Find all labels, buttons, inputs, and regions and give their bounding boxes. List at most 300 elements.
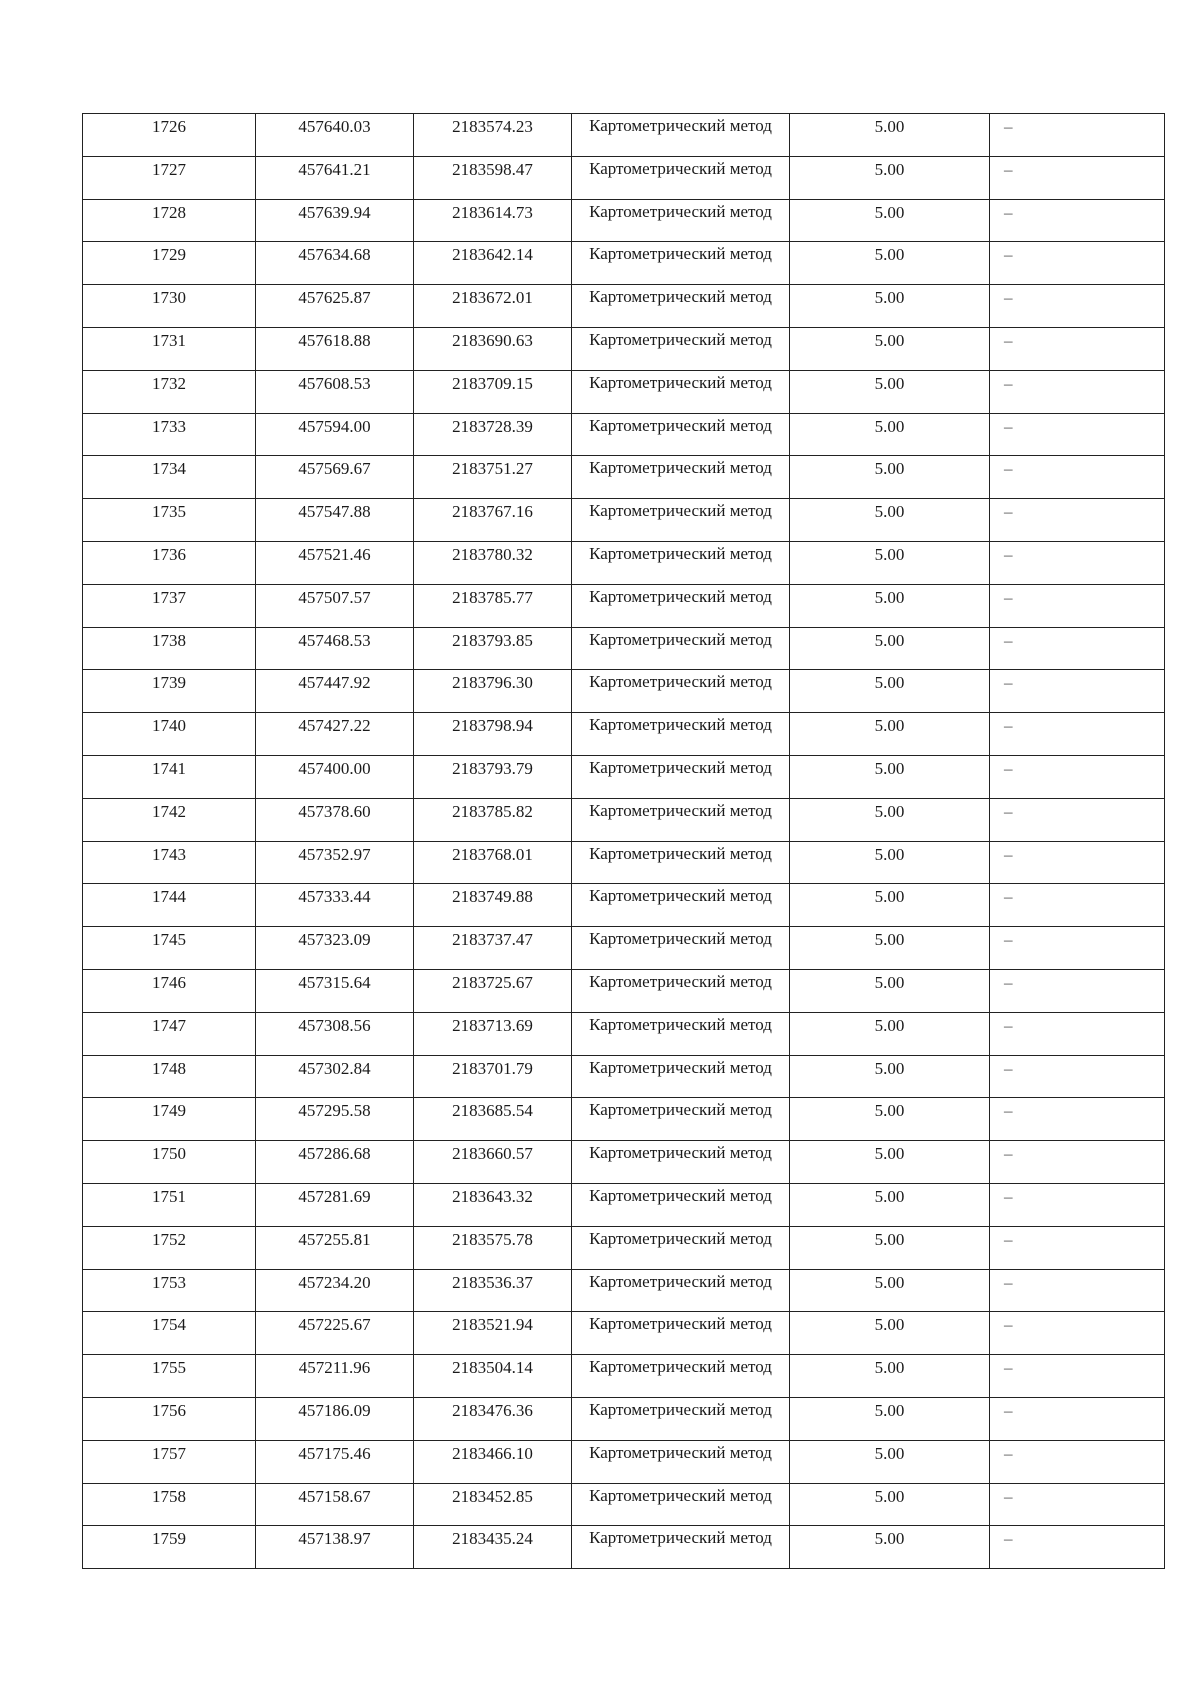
x-coordinate-cell xyxy=(256,541,414,584)
method-cell xyxy=(572,199,790,242)
y-coordinate-cell xyxy=(414,1141,572,1184)
note-cell xyxy=(990,841,1165,884)
x-coordinate-cell-text: 457427.22 xyxy=(298,716,371,736)
point-number-cell-text: 1738 xyxy=(152,630,186,650)
y-coordinate-cell-text: 2183793.79 xyxy=(452,758,533,778)
method-cell-text: Картометрический метод xyxy=(589,415,772,435)
accuracy-cell-text: 5.00 xyxy=(874,1529,905,1549)
point-number-cell xyxy=(83,1012,256,1055)
y-coordinate-cell-text: 2183796.30 xyxy=(452,673,533,693)
method-cell xyxy=(572,370,790,413)
x-coordinate-cell xyxy=(256,1226,414,1269)
point-number-cell xyxy=(83,969,256,1012)
accuracy-cell-text: 5.00 xyxy=(874,1315,905,1335)
accuracy-cell-text: 5.00 xyxy=(874,1229,905,1249)
accuracy-cell xyxy=(790,755,990,798)
y-coordinate-cell-text: 2183785.77 xyxy=(452,587,533,607)
point-number-cell-text: 1753 xyxy=(152,1272,186,1292)
y-coordinate-cell xyxy=(414,1312,572,1355)
accuracy-cell xyxy=(790,370,990,413)
y-coordinate-cell-text: 2183728.39 xyxy=(452,416,533,436)
y-coordinate-cell-text: 2183466.10 xyxy=(452,1443,533,1463)
accuracy-cell-text: 5.00 xyxy=(874,502,905,522)
x-coordinate-cell-text: 457594.00 xyxy=(298,416,371,436)
x-coordinate-cell xyxy=(256,370,414,413)
x-coordinate-cell-text: 457308.56 xyxy=(298,1015,371,1035)
note-cell xyxy=(990,114,1165,157)
accuracy-cell-text: 5.00 xyxy=(874,801,905,821)
note-cell-text: – xyxy=(1004,673,1013,693)
method-cell-text: Картометрический метод xyxy=(589,1228,772,1248)
x-coordinate-cell-text: 457507.57 xyxy=(298,587,371,607)
table-row xyxy=(83,327,1165,370)
method-cell xyxy=(572,755,790,798)
y-coordinate-cell xyxy=(414,1526,572,1569)
point-number-cell xyxy=(83,1226,256,1269)
note-cell-text: – xyxy=(1004,758,1013,778)
accuracy-cell xyxy=(790,1312,990,1355)
x-coordinate-cell-text: 457447.92 xyxy=(298,673,371,693)
x-coordinate-cell xyxy=(256,499,414,542)
y-coordinate-cell xyxy=(414,1440,572,1483)
x-coordinate-cell xyxy=(256,1055,414,1098)
note-cell-text: – xyxy=(1004,630,1013,650)
method-cell xyxy=(572,1355,790,1398)
x-coordinate-cell xyxy=(256,670,414,713)
y-coordinate-cell xyxy=(414,884,572,927)
table-row xyxy=(83,1526,1165,1569)
note-cell xyxy=(990,1526,1165,1569)
y-coordinate-cell-text: 2183614.73 xyxy=(452,202,533,222)
table-row xyxy=(83,456,1165,499)
method-cell xyxy=(572,927,790,970)
note-cell-text: – xyxy=(1004,459,1013,479)
point-number-cell-text: 1734 xyxy=(152,459,186,479)
note-cell xyxy=(990,1141,1165,1184)
y-coordinate-cell xyxy=(414,755,572,798)
point-number-cell xyxy=(83,1098,256,1141)
accuracy-cell-text: 5.00 xyxy=(874,1015,905,1035)
point-number-cell xyxy=(83,1440,256,1483)
method-cell xyxy=(572,713,790,756)
method-cell xyxy=(572,1312,790,1355)
y-coordinate-cell xyxy=(414,370,572,413)
method-cell-text: Картометрический метод xyxy=(589,201,772,221)
x-coordinate-cell-text: 457302.84 xyxy=(298,1058,371,1078)
accuracy-cell-text: 5.00 xyxy=(874,630,905,650)
coordinates-table-body xyxy=(83,114,1165,1569)
method-cell xyxy=(572,413,790,456)
method-cell xyxy=(572,114,790,157)
point-number-cell xyxy=(83,584,256,627)
y-coordinate-cell-text: 2183767.16 xyxy=(452,502,533,522)
note-cell xyxy=(990,1012,1165,1055)
method-cell-text: Картометрический метод xyxy=(589,1485,772,1505)
y-coordinate-cell xyxy=(414,713,572,756)
y-coordinate-cell-text: 2183751.27 xyxy=(452,459,533,479)
table-row xyxy=(83,584,1165,627)
y-coordinate-cell-text: 2183536.37 xyxy=(452,1272,533,1292)
method-cell-text: Картометрический метод xyxy=(589,715,772,735)
point-number-cell xyxy=(83,156,256,199)
point-number-cell xyxy=(83,1483,256,1526)
method-cell-text: Картометрический метод xyxy=(589,1357,772,1377)
method-cell xyxy=(572,285,790,328)
method-cell-text: Картометрический метод xyxy=(589,1057,772,1077)
method-cell xyxy=(572,627,790,670)
accuracy-cell-text: 5.00 xyxy=(874,373,905,393)
y-coordinate-cell-text: 2183713.69 xyxy=(452,1015,533,1035)
accuracy-cell xyxy=(790,327,990,370)
table-row xyxy=(83,1055,1165,1098)
point-number-cell-text: 1756 xyxy=(152,1400,186,1420)
table-row xyxy=(83,285,1165,328)
point-number-cell-text: 1739 xyxy=(152,673,186,693)
point-number-cell xyxy=(83,370,256,413)
accuracy-cell xyxy=(790,1055,990,1098)
point-number-cell xyxy=(83,627,256,670)
method-cell xyxy=(572,1055,790,1098)
point-number-cell xyxy=(83,1397,256,1440)
note-cell xyxy=(990,199,1165,242)
y-coordinate-cell-text: 2183575.78 xyxy=(452,1229,533,1249)
note-cell-text: – xyxy=(1004,1272,1013,1292)
note-cell xyxy=(990,755,1165,798)
point-number-cell xyxy=(83,798,256,841)
note-cell-text: – xyxy=(1004,1358,1013,1378)
accuracy-cell xyxy=(790,456,990,499)
accuracy-cell xyxy=(790,884,990,927)
method-cell xyxy=(572,1183,790,1226)
note-cell-text: – xyxy=(1004,801,1013,821)
note-cell xyxy=(990,285,1165,328)
method-cell-text: Картометрический метод xyxy=(589,929,772,949)
table-row xyxy=(83,1226,1165,1269)
method-cell xyxy=(572,1098,790,1141)
method-cell xyxy=(572,156,790,199)
x-coordinate-cell xyxy=(256,1440,414,1483)
method-cell xyxy=(572,1226,790,1269)
accuracy-cell xyxy=(790,1440,990,1483)
table-row xyxy=(83,1183,1165,1226)
accuracy-cell-text: 5.00 xyxy=(874,930,905,950)
accuracy-cell-text: 5.00 xyxy=(874,1058,905,1078)
note-cell-text: – xyxy=(1004,1486,1013,1506)
note-cell xyxy=(990,541,1165,584)
method-cell xyxy=(572,499,790,542)
table-row xyxy=(83,156,1165,199)
note-cell-text: – xyxy=(1004,1229,1013,1249)
x-coordinate-cell xyxy=(256,1269,414,1312)
x-coordinate-cell-text: 457186.09 xyxy=(298,1400,371,1420)
accuracy-cell xyxy=(790,285,990,328)
x-coordinate-cell-text: 457547.88 xyxy=(298,502,371,522)
x-coordinate-cell-text: 457225.67 xyxy=(298,1315,371,1335)
y-coordinate-cell xyxy=(414,285,572,328)
point-number-cell-text: 1746 xyxy=(152,972,186,992)
point-number-cell-text: 1751 xyxy=(152,1186,186,1206)
note-cell-text: – xyxy=(1004,1186,1013,1206)
method-cell-text: Картометрический метод xyxy=(589,886,772,906)
x-coordinate-cell xyxy=(256,456,414,499)
x-coordinate-cell xyxy=(256,1183,414,1226)
note-cell xyxy=(990,798,1165,841)
accuracy-cell xyxy=(790,242,990,285)
table-row xyxy=(83,1098,1165,1141)
y-coordinate-cell-text: 2183452.85 xyxy=(452,1486,533,1506)
x-coordinate-cell-text: 457378.60 xyxy=(298,801,371,821)
accuracy-cell xyxy=(790,114,990,157)
point-number-cell-text: 1729 xyxy=(152,245,186,265)
table-row xyxy=(83,670,1165,713)
note-cell xyxy=(990,1269,1165,1312)
y-coordinate-cell xyxy=(414,1098,572,1141)
note-cell xyxy=(990,969,1165,1012)
point-number-cell xyxy=(83,927,256,970)
method-cell xyxy=(572,670,790,713)
y-coordinate-cell xyxy=(414,541,572,584)
point-number-cell-text: 1736 xyxy=(152,544,186,564)
table-row xyxy=(83,541,1165,584)
accuracy-cell xyxy=(790,1098,990,1141)
method-cell xyxy=(572,1483,790,1526)
y-coordinate-cell-text: 2183709.15 xyxy=(452,373,533,393)
method-cell-text: Картометрический метод xyxy=(589,1185,772,1205)
x-coordinate-cell xyxy=(256,285,414,328)
y-coordinate-cell-text: 2183598.47 xyxy=(452,159,533,179)
y-coordinate-cell xyxy=(414,798,572,841)
accuracy-cell xyxy=(790,156,990,199)
y-coordinate-cell-text: 2183521.94 xyxy=(452,1315,533,1335)
method-cell-text: Картометрический метод xyxy=(589,244,772,264)
method-cell xyxy=(572,1269,790,1312)
method-cell-text: Картометрический метод xyxy=(589,1399,772,1419)
accuracy-cell-text: 5.00 xyxy=(874,330,905,350)
x-coordinate-cell xyxy=(256,884,414,927)
accuracy-cell xyxy=(790,841,990,884)
y-coordinate-cell-text: 2183642.14 xyxy=(452,245,533,265)
point-number-cell-text: 1737 xyxy=(152,587,186,607)
note-cell xyxy=(990,370,1165,413)
note-cell-text: – xyxy=(1004,117,1013,136)
accuracy-cell xyxy=(790,670,990,713)
x-coordinate-cell xyxy=(256,1098,414,1141)
accuracy-cell-text: 5.00 xyxy=(874,288,905,308)
method-cell-text: Картометрический метод xyxy=(589,287,772,307)
accuracy-cell-text: 5.00 xyxy=(874,1144,905,1164)
note-cell xyxy=(990,1055,1165,1098)
y-coordinate-cell-text: 2183685.54 xyxy=(452,1101,533,1121)
y-coordinate-cell xyxy=(414,199,572,242)
y-coordinate-cell xyxy=(414,242,572,285)
y-coordinate-cell xyxy=(414,841,572,884)
method-cell xyxy=(572,969,790,1012)
table-row xyxy=(83,798,1165,841)
accuracy-cell xyxy=(790,541,990,584)
note-cell xyxy=(990,927,1165,970)
accuracy-cell-text: 5.00 xyxy=(874,245,905,265)
accuracy-cell-text: 5.00 xyxy=(874,1400,905,1420)
note-cell-text: – xyxy=(1004,159,1013,179)
note-cell-text: – xyxy=(1004,544,1013,564)
note-cell xyxy=(990,627,1165,670)
note-cell-text: – xyxy=(1004,1144,1013,1164)
method-cell-text: Картометрический метод xyxy=(589,501,772,521)
y-coordinate-cell xyxy=(414,1012,572,1055)
table-row xyxy=(83,1440,1165,1483)
note-cell xyxy=(990,499,1165,542)
x-coordinate-cell-text: 457255.81 xyxy=(298,1229,371,1249)
x-coordinate-cell-text: 457639.94 xyxy=(298,202,371,222)
table-row xyxy=(83,199,1165,242)
note-cell-text: – xyxy=(1004,416,1013,436)
method-cell-text: Картометрический метод xyxy=(589,1271,772,1291)
point-number-cell-text: 1726 xyxy=(152,117,186,136)
note-cell-text: – xyxy=(1004,373,1013,393)
y-coordinate-cell xyxy=(414,114,572,157)
accuracy-cell xyxy=(790,413,990,456)
method-cell xyxy=(572,456,790,499)
point-number-cell-text: 1744 xyxy=(152,887,186,907)
x-coordinate-cell-text: 457281.69 xyxy=(298,1186,371,1206)
method-cell-text: Картометрический метод xyxy=(589,329,772,349)
point-number-cell-text: 1735 xyxy=(152,502,186,522)
point-number-cell-text: 1754 xyxy=(152,1315,186,1335)
point-number-cell xyxy=(83,1141,256,1184)
point-number-cell-text: 1755 xyxy=(152,1358,186,1378)
point-number-cell-text: 1742 xyxy=(152,801,186,821)
y-coordinate-cell-text: 2183768.01 xyxy=(452,844,533,864)
point-number-cell-text: 1747 xyxy=(152,1015,186,1035)
y-coordinate-cell-text: 2183574.23 xyxy=(452,117,533,136)
method-cell-text: Картометрический метод xyxy=(589,800,772,820)
table-row xyxy=(83,1269,1165,1312)
x-coordinate-cell-text: 457315.64 xyxy=(298,972,371,992)
x-coordinate-cell xyxy=(256,199,414,242)
y-coordinate-cell xyxy=(414,1397,572,1440)
point-number-cell xyxy=(83,413,256,456)
x-coordinate-cell-text: 457400.00 xyxy=(298,758,371,778)
note-cell xyxy=(990,584,1165,627)
point-number-cell xyxy=(83,713,256,756)
x-coordinate-cell xyxy=(256,627,414,670)
note-cell-text: – xyxy=(1004,330,1013,350)
table-row xyxy=(83,114,1165,157)
note-cell-text: – xyxy=(1004,716,1013,736)
x-coordinate-cell xyxy=(256,1355,414,1398)
note-cell-text: – xyxy=(1004,887,1013,907)
y-coordinate-cell xyxy=(414,1226,572,1269)
point-number-cell-text: 1758 xyxy=(152,1486,186,1506)
note-cell xyxy=(990,1483,1165,1526)
y-coordinate-cell-text: 2183780.32 xyxy=(452,544,533,564)
note-cell-text: – xyxy=(1004,502,1013,522)
y-coordinate-cell xyxy=(414,327,572,370)
table-row xyxy=(83,713,1165,756)
method-cell xyxy=(572,1440,790,1483)
method-cell xyxy=(572,1141,790,1184)
x-coordinate-cell xyxy=(256,927,414,970)
note-cell-text: – xyxy=(1004,930,1013,950)
note-cell-text: – xyxy=(1004,1015,1013,1035)
accuracy-cell-text: 5.00 xyxy=(874,1186,905,1206)
y-coordinate-cell-text: 2183504.14 xyxy=(452,1358,533,1378)
y-coordinate-cell-text: 2183476.36 xyxy=(452,1400,533,1420)
point-number-cell xyxy=(83,242,256,285)
point-number-cell xyxy=(83,285,256,328)
note-cell xyxy=(990,884,1165,927)
note-cell xyxy=(990,1098,1165,1141)
method-cell-text: Картометрический метод xyxy=(589,1143,772,1163)
accuracy-cell-text: 5.00 xyxy=(874,1272,905,1292)
table-row xyxy=(83,1012,1165,1055)
accuracy-cell xyxy=(790,713,990,756)
accuracy-cell xyxy=(790,927,990,970)
method-cell-text: Картометрический метод xyxy=(589,1100,772,1120)
y-coordinate-cell-text: 2183672.01 xyxy=(452,288,533,308)
method-cell xyxy=(572,541,790,584)
x-coordinate-cell xyxy=(256,584,414,627)
point-number-cell-text: 1752 xyxy=(152,1229,186,1249)
y-coordinate-cell xyxy=(414,499,572,542)
note-cell xyxy=(990,1355,1165,1398)
accuracy-cell xyxy=(790,1183,990,1226)
x-coordinate-cell-text: 457640.03 xyxy=(298,117,371,136)
accuracy-cell xyxy=(790,1483,990,1526)
table-row xyxy=(83,755,1165,798)
accuracy-cell-text: 5.00 xyxy=(874,459,905,479)
note-cell xyxy=(990,1226,1165,1269)
table-row xyxy=(83,1355,1165,1398)
point-number-cell xyxy=(83,541,256,584)
x-coordinate-cell xyxy=(256,1012,414,1055)
x-coordinate-cell xyxy=(256,1141,414,1184)
x-coordinate-cell-text: 457234.20 xyxy=(298,1272,371,1292)
point-number-cell xyxy=(83,1269,256,1312)
x-coordinate-cell-text: 457211.96 xyxy=(298,1358,371,1378)
x-coordinate-cell-text: 457569.67 xyxy=(298,459,371,479)
y-coordinate-cell xyxy=(414,969,572,1012)
method-cell-text: Картометрический метод xyxy=(589,1442,772,1462)
table-row xyxy=(83,884,1165,927)
y-coordinate-cell xyxy=(414,670,572,713)
accuracy-cell xyxy=(790,627,990,670)
method-cell-text: Картометрический метод xyxy=(589,757,772,777)
point-number-cell xyxy=(83,1183,256,1226)
method-cell-text: Картометрический метод xyxy=(589,843,772,863)
y-coordinate-cell xyxy=(414,584,572,627)
method-cell-text: Картометрический метод xyxy=(589,158,772,178)
method-cell-text: Картометрический метод xyxy=(589,629,772,649)
note-cell-text: – xyxy=(1004,1443,1013,1463)
x-coordinate-cell xyxy=(256,755,414,798)
note-cell xyxy=(990,156,1165,199)
note-cell-text: – xyxy=(1004,972,1013,992)
point-number-cell-text: 1750 xyxy=(152,1144,186,1164)
table-row xyxy=(83,242,1165,285)
accuracy-cell-text: 5.00 xyxy=(874,117,905,136)
table-row xyxy=(83,1397,1165,1440)
point-number-cell xyxy=(83,884,256,927)
note-cell xyxy=(990,1312,1165,1355)
method-cell-text: Картометрический метод xyxy=(589,1014,772,1034)
table-row xyxy=(83,927,1165,970)
method-cell-text: Картометрический метод xyxy=(589,372,772,392)
x-coordinate-cell-text: 457641.21 xyxy=(298,159,371,179)
x-coordinate-cell-text: 457286.68 xyxy=(298,1144,371,1164)
x-coordinate-cell-text: 457333.44 xyxy=(298,887,371,907)
accuracy-cell-text: 5.00 xyxy=(874,1101,905,1121)
